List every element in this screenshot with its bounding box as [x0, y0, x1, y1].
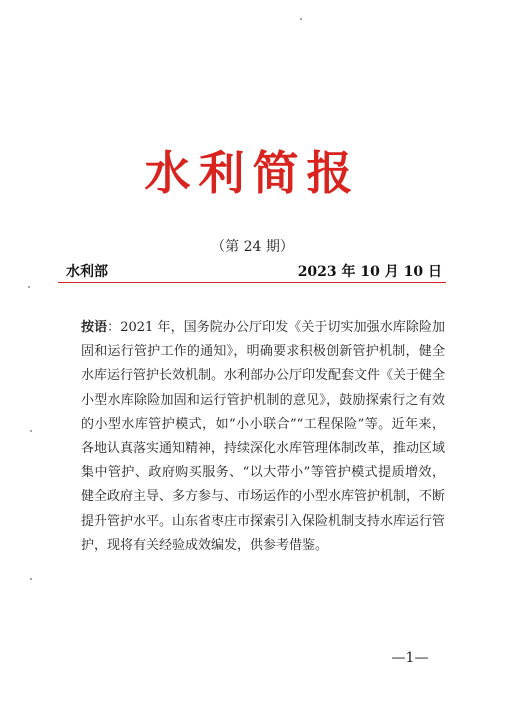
issue-number: （第 24 期） — [211, 239, 294, 255]
editor-note-text: ：2021 年，国务院办公厅印发《关于切实加强水库除险加固和运行管护工作的通知》，明确要求积极创新管护机制，健全水库运行管护长效机制。水利部办公厅印发配套文件《关于健全小型水库除险加固和运行管护机制的意见》，鼓励探索行之有效的小型水库管护模式，如“小小联合”“工程保险”等。近年来，各地认真落实通知精神，持续深化水库管理体制改革，推动区域集中管护、政府购买服务、“以大带小”等管护模式提质增效，健全政府主导、多方参与、市场运作的小型水库管护机制，不断提升管护水平。山东省枣庄市探索引入保险机制支持水库运行管护，现将有关经验成效编发，供参考借鉴。 — [81, 320, 446, 553]
scan-speck — [28, 286, 30, 288]
masthead-title: 水利简报 — [144, 146, 361, 200]
page-number: —1— — [391, 650, 429, 666]
red-divider-line — [58, 282, 446, 283]
editor-note-lead: 按语 — [81, 320, 108, 335]
scan-speck — [300, 18, 302, 20]
editor-note — [55, 316, 445, 558]
meta-row — [66, 261, 442, 281]
scan-speck — [30, 578, 32, 580]
issuing-organization: 水利部 — [66, 264, 108, 280]
issue-date: 2023 年 10 月 10 日 — [297, 264, 442, 280]
scan-speck — [30, 430, 32, 432]
editor-note-paragraph — [55, 316, 445, 558]
